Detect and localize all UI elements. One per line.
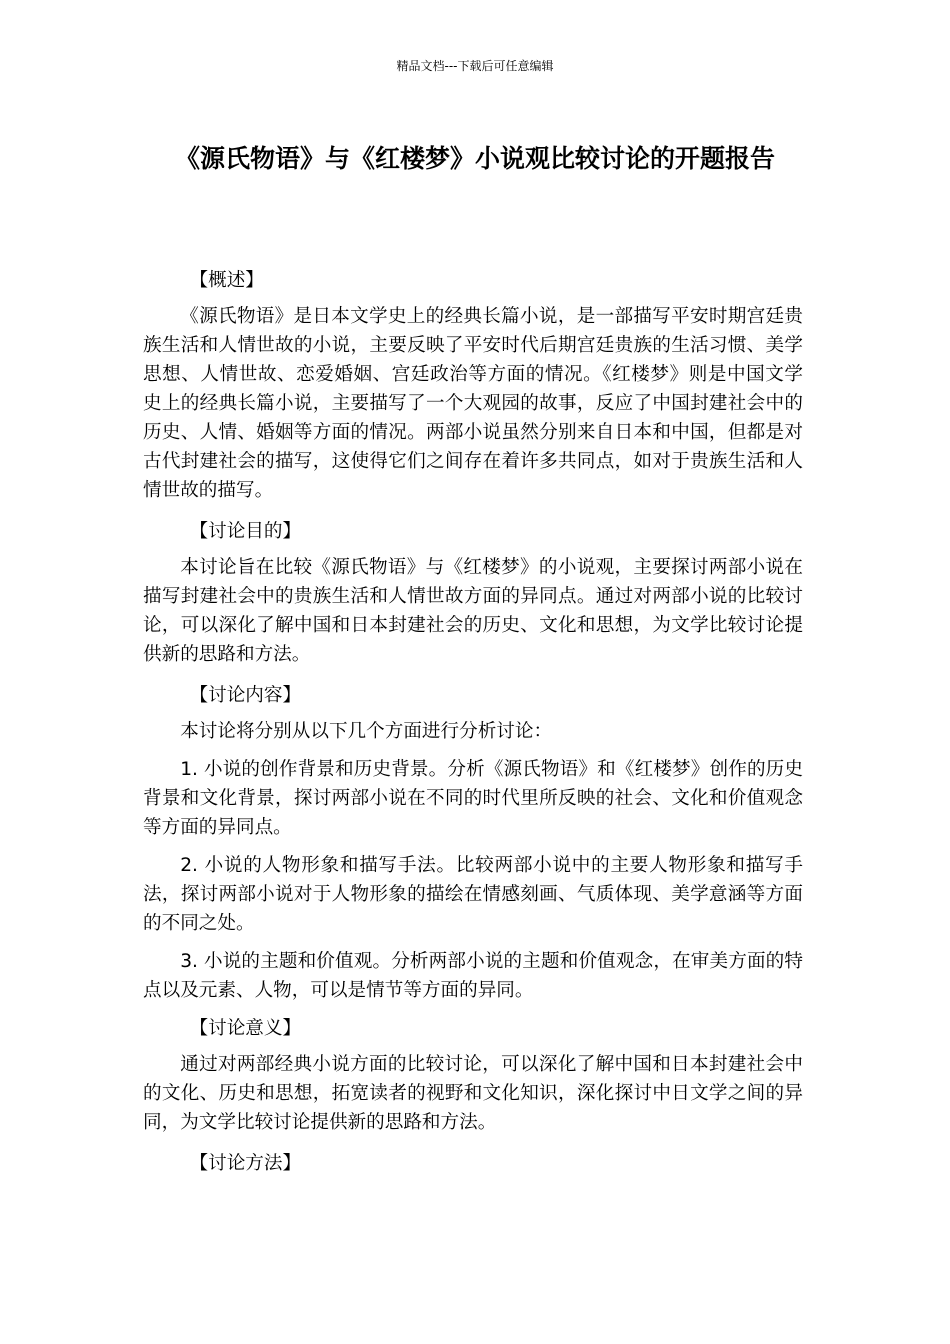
content-item-1: 1. 小说的创作背景和历史背景。分析《源氏物语》和《红楼梦》创作的历史背景和文化背景，探讨两部小说在不同的时代里所反映的社会、文化和价值观念等方面的异同点。 [143, 759, 803, 838]
document-title: 《源氏物语》与《红楼梦》小说观比较讨论的开题报告 [174, 144, 775, 173]
section-heading-purpose: 【讨论目的】 [189, 521, 302, 542]
section-heading-content: 【讨论内容】 [189, 685, 302, 706]
section-heading-overview: 【概述】 [189, 270, 264, 291]
document-body [143, 266, 803, 1185]
purpose-paragraph: 本讨论旨在比较《源氏物语》与《红楼梦》的小说观，主要探讨两部小说在描写封建社会中的贵族生活和人情世故方面的异同点。通过对两部小说的比较讨论，可以深化了解中国和日本封建社会的历史、文化和思想，为文学比较讨论提供新的思路和方法。 [143, 557, 803, 665]
content-item-3: 3. 小说的主题和价值观。分析两部小说的主题和价值观念，在审美方面的特点以及元素、人物，可以是情节等方面的异同。 [143, 951, 803, 1001]
section-heading-significance: 【讨论意义】 [189, 1018, 302, 1039]
page-header: 精品文档---下载后可任意编辑 [396, 59, 554, 73]
overview-paragraph: 《源氏物语》是日本文学史上的经典长篇小说，是一部描写平安时期宫廷贵族生活和人情世故的小说，主要反映了平安时代后期宫廷贵族的生活习惯、美学思想、人情世故、恋爱婚姻、宫廷政治等方面的情况。《红楼梦》则是中国文学史上的经典长篇小说，主要描写了一个大观园的故事，反应了中国封建社会中的历史、人情、婚姻等方面的情况。两部小说虽然分别来自日本和中国，但都是对古代封建社会的描写，这使得它们之间存在着许多共同点，如对于贵族生活和人情世故的描写。 [143, 306, 803, 501]
content-item-2: 2. 小说的人物形象和描写手法。比较两部小说中的主要人物形象和描写手法，探讨两部小说对于人物形象的描绘在情感刻画、气质体现、美学意涵等方面的不同之处。 [143, 855, 803, 934]
section-heading-method: 【讨论方法】 [189, 1153, 302, 1174]
significance-paragraph: 通过对两部经典小说方面的比较讨论，可以深化了解中国和日本封建社会中的文化、历史和思想，拓宽读者的视野和文化知识，深化探讨中日文学之间的异同，为文学比较讨论提供新的思路和方法。 [143, 1054, 803, 1133]
content-intro: 本讨论将分别从以下几个方面进行分析讨论： [180, 721, 553, 742]
